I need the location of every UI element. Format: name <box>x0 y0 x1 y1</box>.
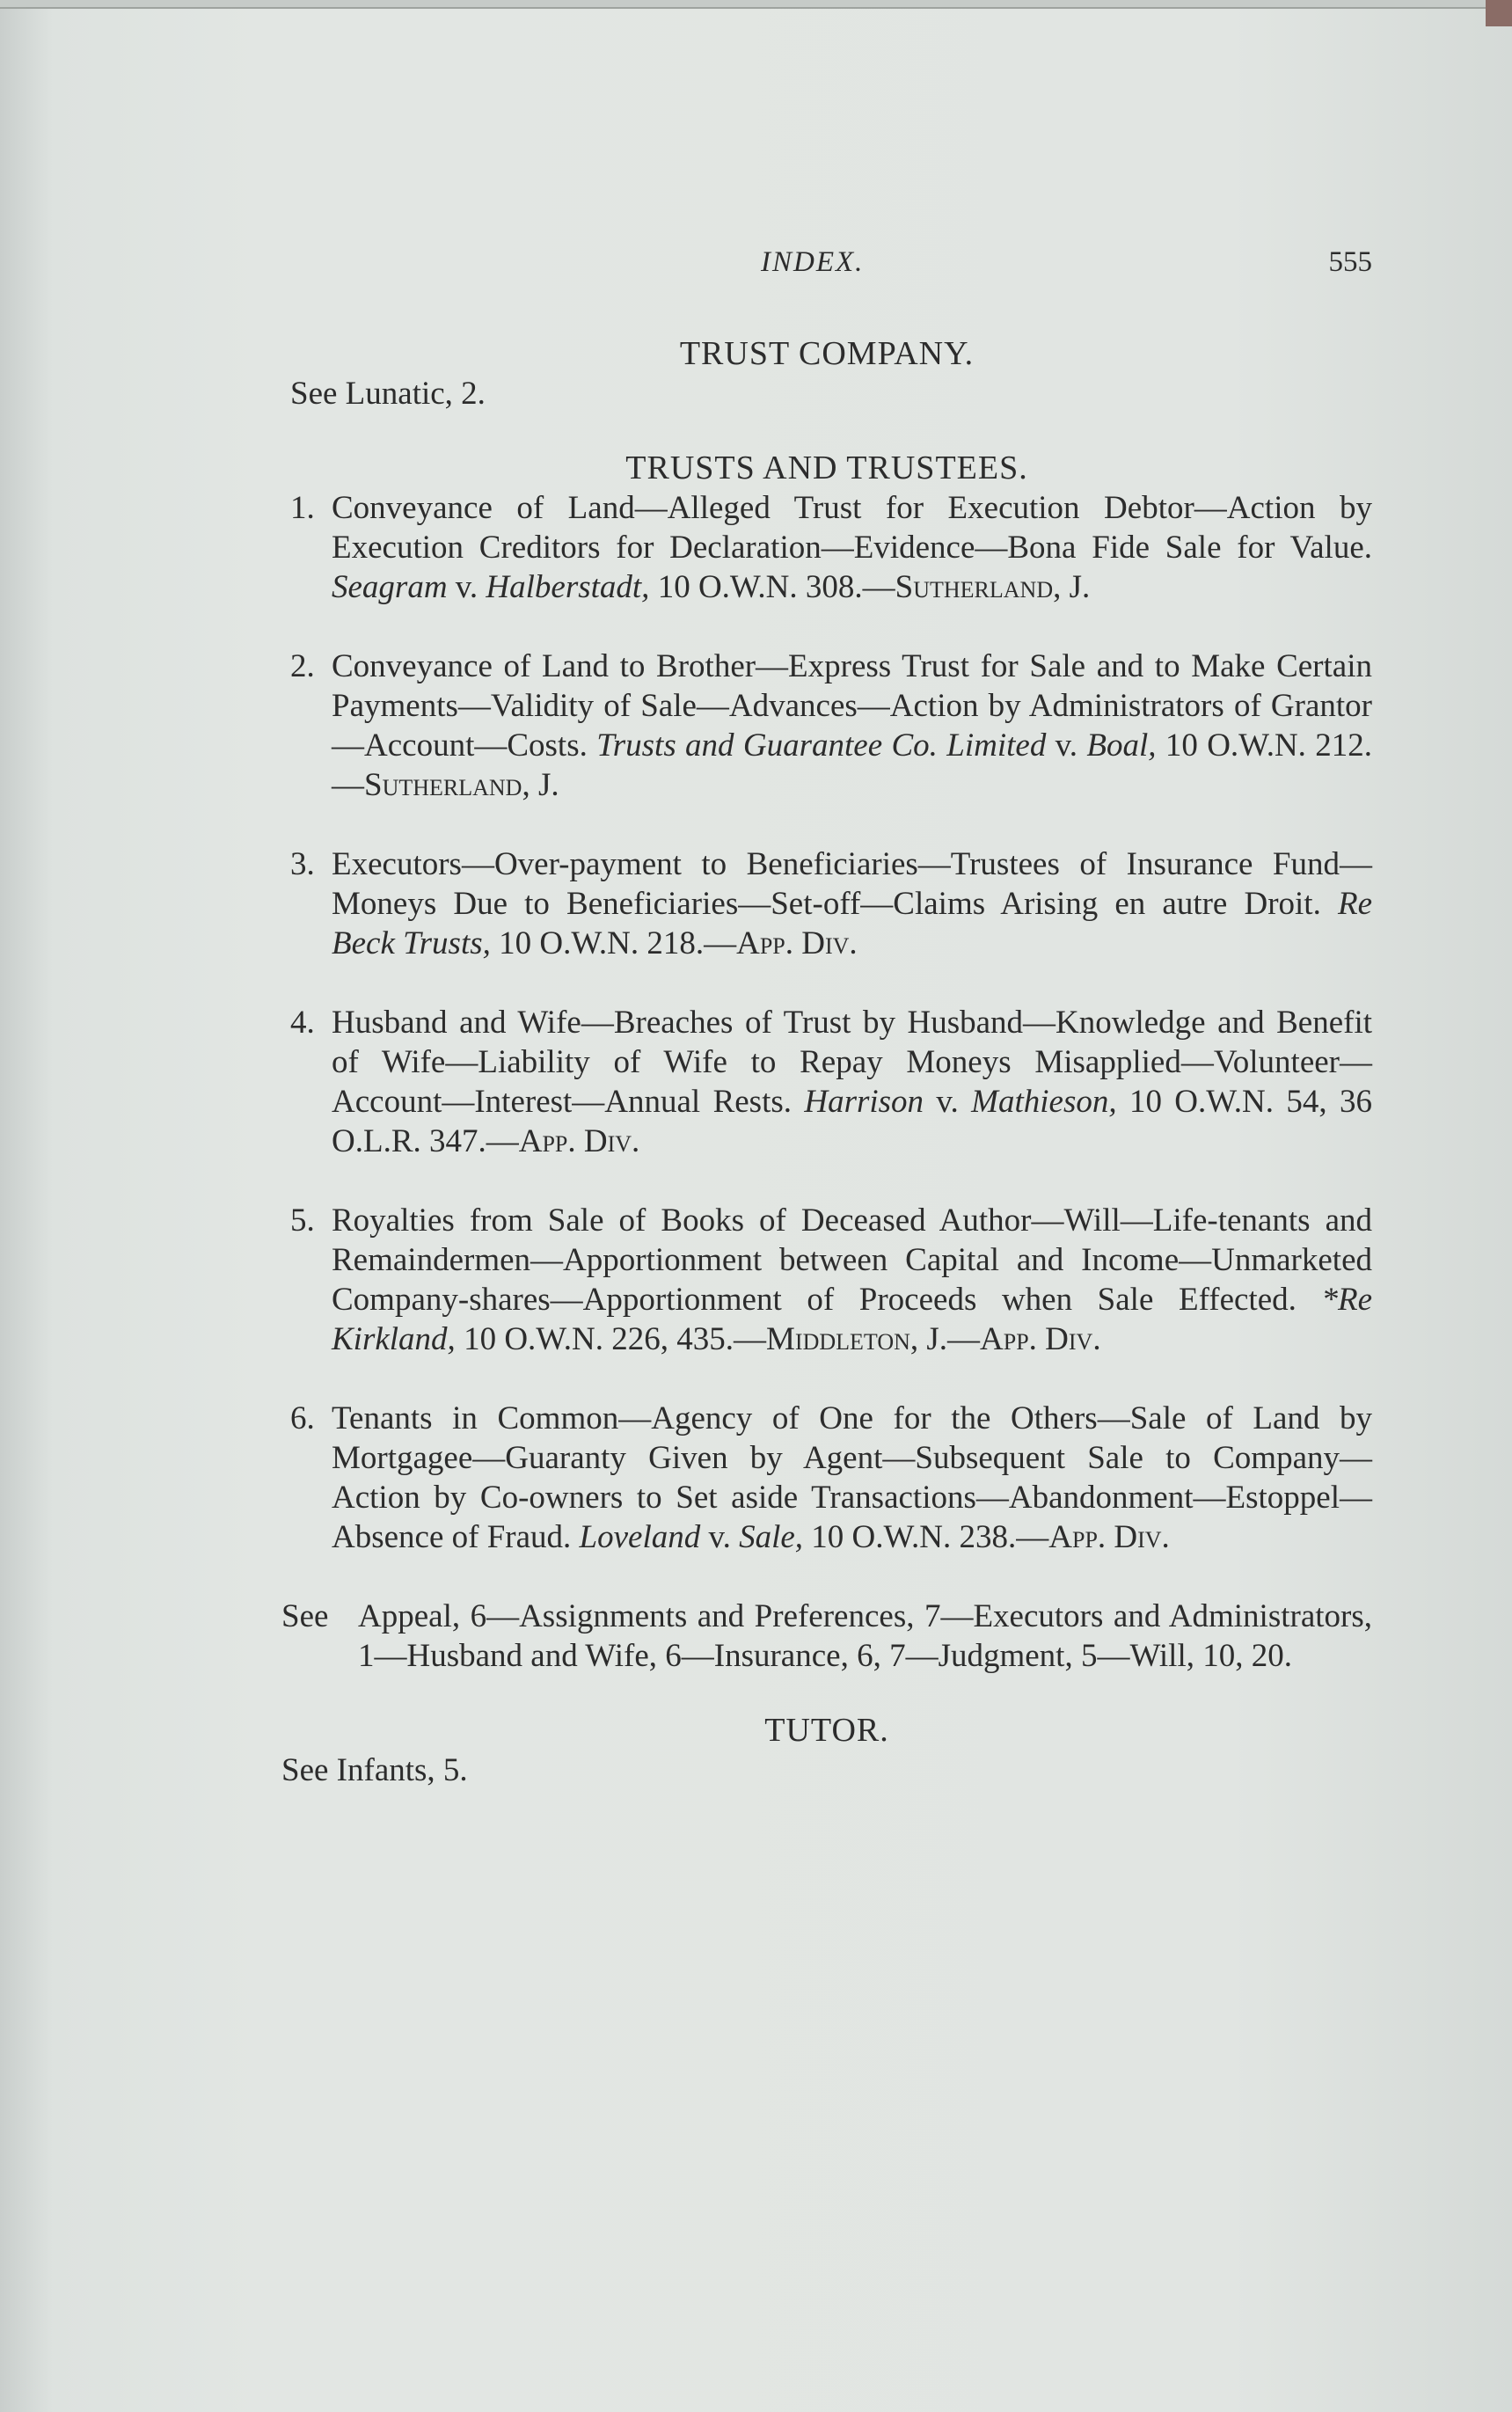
see-reference: See Infants, 5. <box>281 1752 468 1788</box>
case-party: Loveland <box>579 1519 701 1555</box>
page-corner <box>1486 0 1512 26</box>
case-party: Halberstadt, <box>486 569 650 605</box>
index-content <box>281 334 1372 1790</box>
entry-description: Conveyance of Land to Brother—Express Trust for Sale and to Make Certain Payments—Validity of Sale—Advances—Action by Administrators of Grantor—Account—Costs. <box>332 648 1372 764</box>
entry-description: Conveyance of Land—Alleged Trust for Execution Debtor—Action by Execution Creditors for Declaration—Evidence—Bona Fide Sale for Value. <box>332 490 1372 566</box>
versus: v. <box>1055 727 1078 764</box>
case-party: Trusts and Guarantee Co. Limited <box>596 727 1047 764</box>
index-entry <box>290 647 1372 805</box>
entry-description: Tenants in Common—Agency of One for the Others—Sale of Land by Mortgagee—Guaranty Given by Agent—Subsequent Sale to Company—Action by Co-owners to Set aside Transactions—Abandonment—Estoppel—Absence of Fraud. <box>332 1400 1372 1555</box>
heading-tutor: TUTOR. <box>764 1712 889 1749</box>
entry-number: 2. <box>290 648 315 684</box>
citation: 10 O.W.N. 218.— <box>499 925 737 961</box>
citation: 10 O.W.N. 54, 36 O.L.R. 347.— <box>332 1084 1372 1159</box>
versus: v. <box>708 1519 731 1555</box>
entry-number: 1. <box>290 490 315 526</box>
judge: App. Div. <box>1048 1519 1170 1555</box>
heading-trust-company: TRUST COMPANY. <box>679 335 975 372</box>
judge: Sutherland, J. <box>364 767 559 803</box>
index-entry <box>290 488 1372 607</box>
page-number: 555 <box>1328 246 1372 278</box>
case-party: Seagram <box>332 569 448 605</box>
entry-description: Executors—Over-payment to Beneficiaries—Trustees of Insurance Fund—Moneys Due to Beneficiaries—Set-off—Claims Arising en autre Droit. <box>332 846 1372 922</box>
index-entry <box>290 844 1372 963</box>
case-party: Boal, <box>1086 727 1157 764</box>
see-reference: See Lunatic, 2. <box>290 376 486 412</box>
citation: 10 O.W.N. 226, 435.— <box>464 1321 767 1357</box>
entry-number: 6. <box>290 1400 315 1436</box>
judge: App. Div. <box>518 1123 640 1159</box>
case-party: Sale, <box>739 1519 804 1555</box>
citation: 10 O.W.N. 212.— <box>332 727 1373 803</box>
see-also-label: See <box>281 1598 329 1634</box>
case-name: *Re Kirkland, <box>332 1282 1373 1357</box>
entry-description: Royalties from Sale of Books of Deceased Author—Will—Life-tenants and Remaindermen—Apportionment between Capital and Income—Unmarketed Company-shares—Apportionment of Proceeds when Sale Effected. <box>332 1202 1372 1318</box>
entry-text <box>332 488 1372 607</box>
page-top-edge <box>0 0 1512 9</box>
see-also-text: Appeal, 6—Assignments and Preferences, 7—Executors and Administrators, 1—Husband and Wife, 6—Insurance, 6, 7—Judgment, 5—Will, 10, 20. <box>358 1598 1372 1674</box>
running-head-title: INDEX. <box>761 246 865 278</box>
case-party: Mathieson, <box>971 1084 1117 1120</box>
entry-text <box>332 1003 1372 1161</box>
versus: v. <box>936 1084 959 1120</box>
citation: 10 O.W.N. 308.— <box>657 569 895 605</box>
heading-trusts-and-trustees: TRUSTS AND TRUSTEES. <box>625 450 1028 486</box>
judge: Middleton, J.—App. Div. <box>766 1321 1101 1357</box>
running-head <box>281 246 1372 290</box>
judge: Sutherland, J. <box>895 569 1091 605</box>
entry-text <box>332 1399 1372 1557</box>
case-party: Harrison <box>804 1084 924 1120</box>
entry-text <box>332 1201 1372 1359</box>
entry-text <box>332 844 1372 963</box>
index-entry <box>290 1003 1372 1161</box>
entry-number: 3. <box>290 846 315 882</box>
entry-number: 5. <box>290 1202 315 1239</box>
entry-description: Husband and Wife—Breaches of Trust by Husband—Knowledge and Benefit of Wife—Liability of Wife to Repay Moneys Misapplied—Volunteer—Account—Interest—Annual Rests. <box>332 1005 1372 1120</box>
index-entry <box>290 1399 1372 1557</box>
case-name: Re Beck Trusts, <box>332 886 1373 961</box>
citation: 10 O.W.N. 238.— <box>811 1519 1049 1555</box>
entry-text <box>332 647 1372 805</box>
see-also-block <box>281 1597 1372 1676</box>
entry-number: 4. <box>290 1005 315 1041</box>
index-entry <box>290 1201 1372 1359</box>
versus: v. <box>455 569 478 605</box>
judge: App. Div. <box>736 925 858 961</box>
